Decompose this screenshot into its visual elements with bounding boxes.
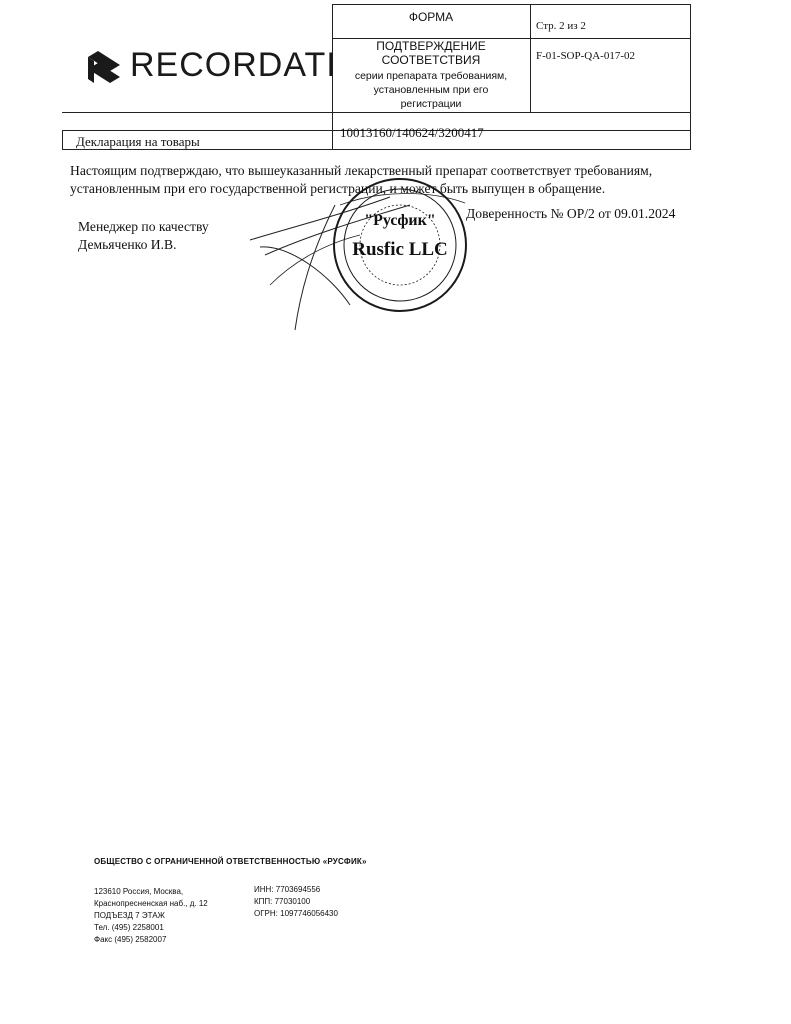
footer-address-2: Краснопресненская наб., д. 12 [94, 899, 208, 908]
confirm-block [333, 39, 529, 111]
confirm-subtitle-line-2: установленным при его [373, 84, 489, 96]
logo-text: RECORDATI [130, 46, 337, 84]
statement-line-2: установленным при его государственной регистрации, и может быть выпущен в обращение. [70, 181, 606, 196]
footer-company: ОБЩЕСТВО С ОГРАНИЧЕННОЙ ОТВЕТСТВЕННОСТЬЮ «РУСФИК» [94, 857, 367, 866]
confirm-title-line-1: ПОДТВЕРЖДЕНИЕ [376, 39, 486, 53]
power-of-attorney: Доверенность № ОР/2 от 09.01.2024 [466, 206, 676, 221]
footer-address-3: ПОДЪЕЗД 7 ЭТАЖ [94, 911, 165, 920]
footer-kpp: КПП: 77030100 [254, 897, 311, 906]
header-top-border [332, 4, 690, 5]
signer-role: Менеджер по качеству [78, 219, 209, 234]
header-vertical-mid [530, 4, 531, 112]
statement-line-1: Настоящим подтверждаю, что вышеуказанный лекарственный препарат соответствует требованиям, [70, 163, 653, 178]
header-vertical-right [690, 4, 691, 150]
footer-address-block [94, 886, 208, 946]
stamp-line-1: "Русфик" [364, 212, 436, 229]
document-code: F-01-SOP-QA-017-02 [536, 50, 635, 62]
signer-name: Демьяченко И.В. [78, 237, 177, 252]
footer-address-1: 123610 Россия, Москва, [94, 887, 184, 896]
declaration-number: 10013160/140624/3200417 [340, 125, 484, 140]
form-label: ФОРМА [408, 10, 454, 24]
footer-fax: Факс (495) 2582007 [94, 935, 167, 944]
declaration-left-border [62, 130, 63, 150]
company-stamp [330, 175, 470, 315]
footer-inn: ИНН: 7703694556 [254, 885, 321, 894]
footer-phone: Тел. (495) 2258001 [94, 923, 164, 932]
confirm-title-line-2: СООТВЕТСТВИЯ [381, 53, 481, 67]
confirm-subtitle-line-1: серии препарата требованиям, [354, 70, 508, 82]
header-bottom-border [62, 112, 690, 113]
confirm-subtitle-line-3: регистрации [400, 98, 462, 110]
page-label: Стр. 2 из 2 [536, 20, 586, 32]
recordati-logo-icon [86, 49, 122, 85]
footer-ogrn: ОГРН: 1097746056430 [254, 909, 338, 918]
declaration-label: Декларация на товары [76, 134, 200, 149]
company-logo [86, 46, 337, 88]
stamp-line-2: Rusfic LLC [352, 239, 448, 260]
footer-registration-block [254, 884, 338, 920]
